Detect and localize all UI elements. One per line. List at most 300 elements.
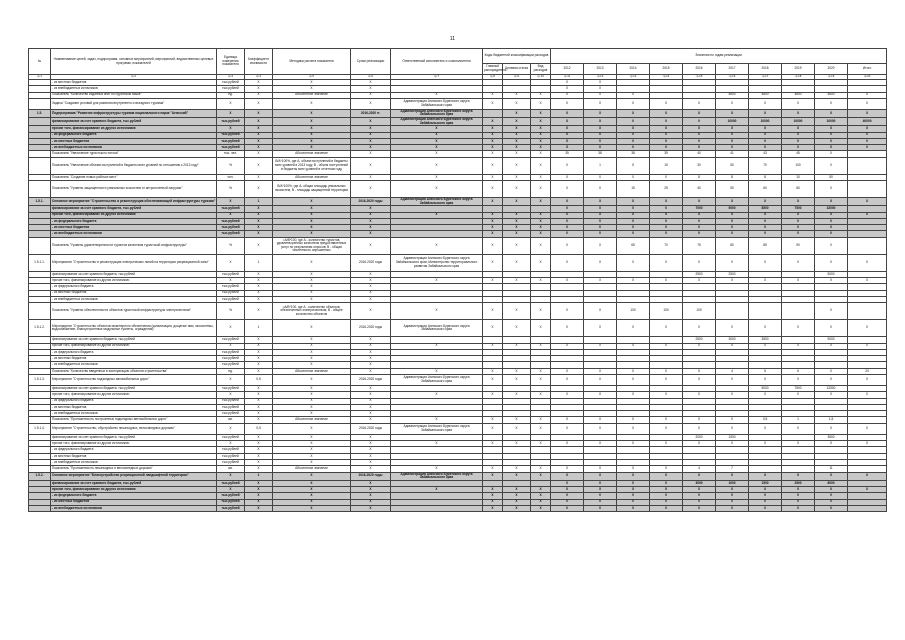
table-cell: Х <box>245 151 273 157</box>
table-cell: 0 <box>617 231 650 237</box>
table-cell: прочие того, финансирование из других источников: <box>51 126 217 132</box>
table-cell: Х <box>531 126 551 132</box>
table-cell: Х <box>683 98 716 109</box>
table-cell: финансирование за счет краевого бюджета, тыс.рублей <box>51 271 217 277</box>
table-cell: Х <box>584 417 617 423</box>
table-cell: Х <box>503 138 531 144</box>
table-cell: 41 <box>716 151 749 157</box>
column-number: гр.15 <box>683 75 716 80</box>
table-cell: Х <box>351 206 391 212</box>
table-cell: 8 <box>683 174 716 180</box>
table-cell: Х <box>531 417 551 423</box>
table-cell: 0 <box>749 218 782 224</box>
header-bc-article: Целевая статья <box>503 64 531 75</box>
table-cell: тыс.рублей <box>217 138 245 144</box>
table-cell: Администрация Агинского Бурятского округа Забайкальского края <box>391 423 483 434</box>
table-cell: 4 <box>716 368 749 374</box>
table-cell: Х <box>483 145 503 151</box>
table-cell: Х <box>503 157 531 174</box>
table-cell: Х <box>351 303 391 320</box>
table-cell: 0 <box>815 493 848 499</box>
table-cell: Х <box>351 343 391 349</box>
table-cell: Х <box>551 157 584 174</box>
table-cell: - из местных бюджетов <box>51 138 217 144</box>
table-cell: 0 <box>551 480 584 486</box>
table-cell: Х <box>848 374 887 385</box>
table-cell: Показатель "Уровень удовлетворенности туристов качеством туристской инфраструктуры" <box>51 237 217 254</box>
table-cell: Х <box>351 404 391 410</box>
table-cell: Х <box>531 374 551 385</box>
table-cell: Х <box>351 278 391 284</box>
table-cell: - из местных бюджетов <box>51 290 217 296</box>
table-cell: 0 <box>815 132 848 138</box>
table-cell: тыс.рублей <box>217 493 245 499</box>
table-row <box>29 98 887 109</box>
table-cell: Х <box>650 423 683 434</box>
table-cell: 0 <box>551 505 584 511</box>
column-number: гр.4 <box>245 75 273 80</box>
table-cell: 0 <box>782 138 815 144</box>
table-cell: 0 <box>848 145 887 151</box>
table-cell: Х <box>245 466 273 472</box>
table-cell: 0 <box>650 493 683 499</box>
table-cell: Х <box>273 487 351 493</box>
table-cell: 0 <box>650 145 683 151</box>
table-cell: Х <box>551 423 584 434</box>
table-cell: 50 <box>716 157 749 174</box>
table-header <box>29 49 887 80</box>
table-cell: - из внебюджетных источников <box>51 296 217 302</box>
table-cell: Х <box>245 145 273 151</box>
table-cell: Х <box>749 392 782 398</box>
table-cell: - из федерального бюджета <box>51 284 217 290</box>
table-cell: 8000 <box>815 480 848 486</box>
table-cell: Х <box>503 118 531 126</box>
table-cell: Администрация Агинского Бурятского округа Забайкальского края <box>391 198 483 206</box>
table-cell: Х <box>503 499 531 505</box>
table-cell: 7000 <box>683 206 716 212</box>
table-cell: Х <box>245 441 273 447</box>
table-cell: тыс.рублей <box>217 480 245 486</box>
table-cell: Х <box>782 320 815 337</box>
table-cell: Х <box>617 374 650 385</box>
table-cell: Х <box>273 271 351 277</box>
header-responsible: Ответственный исполнитель и соисполнители <box>391 49 483 75</box>
table-cell: Х <box>217 472 245 480</box>
table-cell: Х <box>716 441 749 447</box>
table-cell: Х <box>217 320 245 337</box>
table-cell: В/А*100%, где А- объем поступлений в бюджеты всех уровней в 2013 году, В - объем поступлений в бюджеты всех уровней в отчетном году <box>273 157 351 174</box>
table-cell: 1.5. <box>29 109 51 117</box>
table-cell: Х <box>617 212 650 218</box>
table-cell: Х <box>584 118 617 126</box>
header-values: Значения по годам реализации <box>551 49 887 64</box>
table-cell: 0 <box>782 493 815 499</box>
table-row <box>29 374 887 385</box>
table-cell <box>391 505 483 511</box>
table-cell: Х <box>273 225 351 231</box>
table-cell: Х <box>217 423 245 434</box>
table-cell: Х <box>716 198 749 206</box>
table-cell: Х <box>531 118 551 126</box>
table-cell: Х <box>617 278 650 284</box>
table-cell: тыс.рублей <box>217 118 245 126</box>
column-number: гр.3 <box>217 75 245 80</box>
table-cell: 0 <box>584 206 617 212</box>
table-cell: % <box>217 237 245 254</box>
table-cell: 0 <box>617 480 650 486</box>
table-cell: Х <box>391 417 483 423</box>
table-cell: Х <box>391 151 483 157</box>
table-cell: 0 <box>617 132 650 138</box>
table-row <box>29 198 887 206</box>
table-cell: Х <box>749 126 782 132</box>
table-cell: тыс.рублей <box>217 145 245 151</box>
table-cell: Х <box>848 98 887 109</box>
table-cell: % <box>217 181 245 198</box>
table-cell: Х <box>483 278 503 284</box>
table-cell: Х <box>273 126 351 132</box>
table-cell: Х <box>551 368 584 374</box>
table-cell: 0 <box>584 480 617 486</box>
table-cell: 0 <box>551 206 584 212</box>
table-cell: 0 <box>584 174 617 180</box>
table-cell: 0 <box>782 145 815 151</box>
table-cell <box>749 303 782 320</box>
table-cell: Задача "Создание условий для развития внутреннего и въездного туризма" <box>51 98 217 109</box>
table-cell: 0 <box>617 138 650 144</box>
table-cell: Х <box>551 392 584 398</box>
table-cell: 0,5 <box>749 417 782 423</box>
table-cell: Х <box>650 320 683 337</box>
table-cell: Х <box>503 320 531 337</box>
table-cell: Х <box>391 487 483 493</box>
table-cell: 40000 <box>848 118 887 126</box>
table-cell: Х <box>584 441 617 447</box>
column-number: гр.13 <box>617 75 650 80</box>
table-cell: Х <box>273 362 351 368</box>
table-cell: Х <box>503 343 531 349</box>
table-cell: Х <box>273 132 351 138</box>
table-cell: Х <box>483 493 503 499</box>
table-cell: Х <box>716 374 749 385</box>
table-cell: Х <box>584 237 617 254</box>
table-cell: Х <box>503 374 531 385</box>
table-cell <box>782 303 815 320</box>
table-cell: Х <box>782 343 815 349</box>
table-cell: 10 <box>782 174 815 180</box>
table-cell: Х <box>351 98 391 109</box>
header-year: 2012 <box>551 64 584 75</box>
table-cell: 5000 <box>749 385 782 391</box>
table-cell: Х <box>483 198 503 206</box>
table-cell: Х <box>503 254 531 271</box>
table-cell: 1000 <box>716 480 749 486</box>
table-cell: 11 <box>815 466 848 472</box>
table-cell: тыс.рублей <box>217 499 245 505</box>
table-cell: Х <box>848 254 887 271</box>
table-cell: тыс.рублей <box>217 398 245 404</box>
table-cell: Х <box>245 404 273 410</box>
table-cell: Х <box>749 320 782 337</box>
table-cell: Х <box>245 174 273 180</box>
table-cell: 0 <box>749 225 782 231</box>
header-year: 2014 <box>617 64 650 75</box>
table-cell: Х <box>531 98 551 109</box>
table-cell: 4600 <box>716 92 749 98</box>
table-cell: Х <box>782 278 815 284</box>
header-coef: Коэффициент значимости <box>245 49 273 75</box>
table-cell: Х <box>273 385 351 391</box>
table-cell: тыс.рублей <box>217 362 245 368</box>
table-cell <box>716 303 749 320</box>
table-cell: 1 <box>245 254 273 271</box>
table-cell: Х <box>245 212 273 218</box>
table-cell: 0 <box>617 174 650 180</box>
table-cell: Х <box>683 109 716 117</box>
table-cell: Х <box>483 417 503 423</box>
table-cell: 0 <box>650 225 683 231</box>
table-cell: Х <box>551 237 584 254</box>
column-number: гр.5 <box>273 75 351 80</box>
table-cell: Х <box>584 254 617 271</box>
table-cell: Х <box>245 411 273 417</box>
header-no: № <box>29 49 51 75</box>
table-cell: Х <box>531 237 551 254</box>
table-cell: Х <box>351 132 391 138</box>
table-cell: 40 <box>683 151 716 157</box>
table-cell: =А/В*100, где А - количество туристов, удовлетворенных качеством предоставленных услуг по результатам опросов; В - общая численность опрошенных <box>273 237 351 254</box>
table-cell: 0 <box>617 493 650 499</box>
program-table <box>28 48 887 512</box>
table-cell: 0,5 <box>245 374 273 385</box>
table-cell: Х <box>351 356 391 362</box>
table-cell: Х <box>483 505 503 511</box>
table-cell: Х <box>483 126 503 132</box>
table-cell: Х <box>815 472 848 480</box>
table-cell: Х <box>391 92 483 98</box>
table-cell: Х <box>483 174 503 180</box>
table-cell: Х <box>815 151 848 157</box>
table-cell: Х <box>503 109 531 117</box>
table-cell: Х <box>749 254 782 271</box>
table-cell: Х <box>217 109 245 117</box>
table-cell: % <box>217 303 245 320</box>
table-cell: Х <box>531 181 551 198</box>
table-cell: км. <box>217 466 245 472</box>
table-cell: 0 <box>650 480 683 486</box>
table-cell: Х <box>551 145 584 151</box>
table-cell: 5 <box>617 157 650 174</box>
table-cell: Х <box>848 487 887 493</box>
table-cell: Х <box>584 466 617 472</box>
table-cell: 25 <box>650 181 683 198</box>
table-cell: Х <box>273 472 351 480</box>
table-cell: тыс. чел. <box>217 151 245 157</box>
table-cell: - из федерального бюджета <box>51 493 217 499</box>
table-cell: 10000 <box>716 118 749 126</box>
table-cell: Х <box>531 392 551 398</box>
table-cell: 5 <box>749 368 782 374</box>
table-cell: 10000 <box>815 118 848 126</box>
table-cell: Х <box>617 466 650 472</box>
table-cell: 0 <box>683 132 716 138</box>
table-cell: 2500 <box>782 480 815 486</box>
table-cell: 0 <box>584 505 617 511</box>
table-cell: тыс.рублей <box>217 411 245 417</box>
table-cell: Х <box>245 447 273 453</box>
table-cell: Х <box>245 356 273 362</box>
table-cell: Х <box>531 278 551 284</box>
table-cell: Х <box>351 398 391 404</box>
table-cell: Х <box>683 472 716 480</box>
table-cell: 6 <box>782 368 815 374</box>
table-cell: 3000 <box>683 480 716 486</box>
table-cell: прочие того, финансирование из других источников: <box>51 212 217 218</box>
table-cell: 0 <box>617 145 650 151</box>
table-cell: Х <box>584 392 617 398</box>
table-cell: 12500 <box>815 385 848 391</box>
table-cell: Х <box>351 349 391 355</box>
table-cell: Х <box>531 145 551 151</box>
table-cell: 70 <box>650 237 683 254</box>
table-cell: Х <box>483 98 503 109</box>
table-cell: Х <box>391 303 483 320</box>
table-cell: Х <box>351 499 391 505</box>
table-cell: Х <box>351 126 391 132</box>
table-cell: Х <box>584 198 617 206</box>
table-cell: - из внебюджетных источников <box>51 86 217 92</box>
table-cell: Х <box>245 505 273 511</box>
table-cell: Х <box>782 109 815 117</box>
table-cell: 0 <box>584 138 617 144</box>
table-cell: Абсолютное значение <box>273 368 351 374</box>
table-cell: Х <box>815 126 848 132</box>
table-cell: 100 <box>650 303 683 320</box>
table-cell: Х <box>551 320 584 337</box>
table-cell: Х <box>650 466 683 472</box>
table-cell: 90 <box>782 237 815 254</box>
table-cell: 0 <box>815 231 848 237</box>
table-cell: Х <box>245 157 273 174</box>
table-cell: 30 <box>683 157 716 174</box>
table-cell: Х <box>503 237 531 254</box>
table-cell: Х <box>217 254 245 271</box>
table-cell: 4 <box>683 466 716 472</box>
table-cell: Х <box>217 441 245 447</box>
table-cell: Показатель "Создание новых рабочих мест" <box>51 174 217 180</box>
table-cell: Администрация Агинского Бурятского округа Забайкальского края <box>391 109 483 117</box>
table-cell: 85 <box>749 237 782 254</box>
table-cell: Х <box>683 126 716 132</box>
table-cell: Х <box>351 212 391 218</box>
table-cell: 0,5 <box>245 423 273 434</box>
table-cell: тыс.рублей <box>217 225 245 231</box>
table-cell: 0 <box>617 505 650 511</box>
table-cell: 0 <box>716 225 749 231</box>
table-cell: Х <box>683 441 716 447</box>
table-cell: Х <box>551 181 584 198</box>
table-cell: 0 <box>815 225 848 231</box>
table-cell: Х <box>273 296 351 302</box>
table-cell: Х <box>217 343 245 349</box>
table-cell: Х <box>273 447 351 453</box>
table-cell: Х <box>848 198 887 206</box>
header-total: Итого <box>848 64 887 75</box>
table-cell: Х <box>217 212 245 218</box>
table-cell: 0 <box>815 218 848 224</box>
table-cell: Х <box>584 126 617 132</box>
table-cell: Х <box>351 290 391 296</box>
table-cell: Х <box>551 466 584 472</box>
table-cell: Х <box>503 181 531 198</box>
table-cell: тыс.рублей <box>217 385 245 391</box>
table-cell: Х <box>551 212 584 218</box>
table-row <box>29 320 887 337</box>
table-cell: Х <box>617 368 650 374</box>
table-cell: Х <box>273 278 351 284</box>
table-cell: Х <box>617 472 650 480</box>
table-cell: Х <box>716 343 749 349</box>
table-cell: Х <box>815 374 848 385</box>
table-cell: Показатель "Уровень обеспеченности объектов туристской инфраструктуры электричеством" <box>51 303 217 320</box>
table-cell: Х <box>391 278 483 284</box>
table-cell: Администрация Агинского Бурятского округа Забайкальского края <box>391 98 483 109</box>
table-cell: 0 <box>551 225 584 231</box>
table-cell: Х <box>351 453 391 459</box>
table-cell: Х <box>650 212 683 218</box>
table-cell: Х <box>351 225 391 231</box>
table-cell: Х <box>483 225 503 231</box>
table-cell: Х <box>483 392 503 398</box>
table-cell: Х <box>351 447 391 453</box>
table-cell: Х <box>848 92 887 98</box>
table-row <box>29 505 887 511</box>
table-cell: Х <box>503 212 531 218</box>
table-cell: Х <box>483 181 503 198</box>
table-cell: Х <box>483 218 503 224</box>
table-cell: Х <box>617 423 650 434</box>
table-cell: Х <box>584 320 617 337</box>
table-cell: Х <box>273 231 351 237</box>
table-cell: Х <box>245 225 273 231</box>
table-cell: - из местных бюджетов <box>51 499 217 505</box>
table-cell: Х <box>531 212 551 218</box>
table-cell: 0 <box>716 138 749 144</box>
table-cell: 75 <box>683 237 716 254</box>
table-cell: 0 <box>650 206 683 212</box>
table-cell: Х <box>531 138 551 144</box>
table-cell: Х <box>503 423 531 434</box>
table-cell: Х <box>531 109 551 117</box>
table-cell: 0 <box>815 138 848 144</box>
table-cell: Х <box>551 343 584 349</box>
table-cell: Х <box>650 392 683 398</box>
table-cell: Х <box>617 126 650 132</box>
column-number: гр.11 <box>551 75 584 80</box>
table-cell: Х <box>617 198 650 206</box>
table-cell: тыс.рублей <box>217 271 245 277</box>
table-cell: Х <box>716 392 749 398</box>
table-cell: Х <box>815 254 848 271</box>
table-cell: прочие того, финансирование из других источников: <box>51 343 217 349</box>
header-year: 2020 <box>815 64 848 75</box>
table-cell: Х <box>650 198 683 206</box>
table-cell: Х <box>503 198 531 206</box>
table-cell: ед. <box>217 368 245 374</box>
table-cell: 0 <box>782 132 815 138</box>
table-cell: Х <box>617 441 650 447</box>
